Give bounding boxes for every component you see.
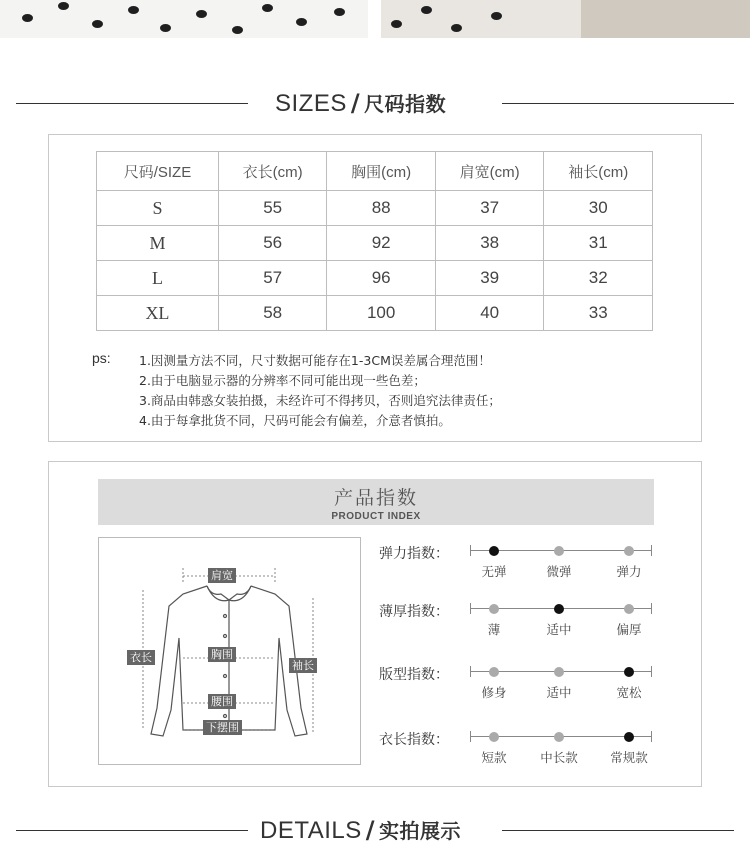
index-option-label: 短款 bbox=[481, 750, 507, 765]
index-option-label: 适中 bbox=[546, 622, 572, 637]
table-row bbox=[97, 226, 653, 261]
index-marker-selected bbox=[624, 732, 634, 742]
index-marker bbox=[554, 732, 564, 742]
index-scale-elasticity bbox=[470, 545, 652, 557]
index-marker bbox=[624, 546, 634, 556]
header-length: 衣长(cm) bbox=[218, 152, 327, 191]
table-header-row bbox=[97, 152, 653, 191]
index-label-length: 衣长指数： bbox=[379, 732, 449, 748]
size-cell: M bbox=[97, 226, 219, 261]
index-marker bbox=[554, 546, 564, 556]
diagram-label-waist: 腰围 bbox=[208, 694, 236, 709]
table-cell: 30 bbox=[544, 191, 653, 226]
index-marker-selected bbox=[489, 546, 499, 556]
index-option-label: 修身 bbox=[481, 685, 507, 700]
size-cell: S bbox=[97, 191, 219, 226]
table-cell: 88 bbox=[327, 191, 436, 226]
table-cell: 38 bbox=[435, 226, 544, 261]
table-cell: 32 bbox=[544, 261, 653, 296]
table-cell: 40 bbox=[435, 296, 544, 331]
index-option-label: 弹力 bbox=[616, 564, 642, 579]
divider-left bbox=[16, 103, 248, 104]
size-cell: L bbox=[97, 261, 219, 296]
diagram-label-sleeve: 袖长 bbox=[289, 658, 317, 673]
index-marker bbox=[554, 667, 564, 677]
table-row bbox=[97, 296, 653, 331]
diagram-label-chest: 胸围 bbox=[208, 647, 236, 662]
index-option-label: 中长款 bbox=[540, 750, 578, 765]
shirt-measurement-diagram bbox=[98, 537, 361, 765]
table-row bbox=[97, 261, 653, 296]
product-photo-right bbox=[381, 0, 750, 38]
index-scale-length bbox=[470, 731, 652, 743]
header-chest: 胸围(cm) bbox=[327, 152, 436, 191]
table-cell: 31 bbox=[544, 226, 653, 261]
index-label-thickness: 薄厚指数： bbox=[379, 604, 449, 620]
index-marker bbox=[489, 667, 499, 677]
divider-right bbox=[502, 103, 734, 104]
index-option-label: 常规款 bbox=[610, 750, 648, 765]
table-cell: 33 bbox=[544, 296, 653, 331]
index-marker-selected bbox=[624, 667, 634, 677]
product-index-header bbox=[98, 479, 654, 525]
table-cell: 96 bbox=[327, 261, 436, 296]
table-cell: 55 bbox=[218, 191, 327, 226]
index-option-label: 薄 bbox=[487, 622, 501, 637]
diagram-label-shoulder: 肩宽 bbox=[208, 568, 236, 583]
header-sleeve: 袖长(cm) bbox=[544, 152, 653, 191]
size-table bbox=[96, 151, 653, 331]
index-scale-fit bbox=[470, 666, 652, 678]
table-cell: 57 bbox=[218, 261, 327, 296]
index-option-label: 无弹 bbox=[481, 564, 507, 579]
divider-left bbox=[16, 830, 248, 831]
details-title: DETAILS / 实拍展示 bbox=[260, 816, 462, 844]
notes-label: ps: bbox=[92, 350, 111, 366]
table-cell: 100 bbox=[327, 296, 436, 331]
product-index-subtitle: PRODUCT INDEX bbox=[331, 511, 421, 522]
index-marker bbox=[624, 604, 634, 614]
divider-right bbox=[502, 830, 734, 831]
diagram-label-length: 衣长 bbox=[127, 650, 155, 665]
sizes-title: SIZES / 尺码指数 bbox=[275, 89, 447, 117]
index-option-label: 适中 bbox=[546, 685, 572, 700]
index-option-label: 宽松 bbox=[616, 685, 642, 700]
index-label-elasticity: 弹力指数： bbox=[379, 546, 449, 562]
note-line: 1.因测量方法不同，尺寸数据可能存在1-3CM误差属合理范围！ bbox=[139, 353, 491, 368]
table-cell: 92 bbox=[327, 226, 436, 261]
index-marker bbox=[489, 604, 499, 614]
product-index-title: 产品指数 bbox=[333, 487, 418, 509]
table-cell: 58 bbox=[218, 296, 327, 331]
table-row bbox=[97, 191, 653, 226]
header-size: 尺码/SIZE bbox=[97, 152, 219, 191]
size-cell: XL bbox=[97, 296, 219, 331]
table-cell: 56 bbox=[218, 226, 327, 261]
index-label-fit: 版型指数： bbox=[379, 667, 449, 683]
index-marker bbox=[489, 732, 499, 742]
index-option-label: 偏厚 bbox=[616, 622, 642, 637]
note-line: 2.由于电脑显示器的分辨率不同可能出现一些色差； bbox=[139, 373, 426, 388]
table-cell: 37 bbox=[435, 191, 544, 226]
index-option-label: 微弹 bbox=[546, 564, 572, 579]
product-photo-left bbox=[0, 0, 368, 38]
table-cell: 39 bbox=[435, 261, 544, 296]
note-line: 4.由于每拿批货不同，尺码可能会有偏差，介意者慎拍。 bbox=[139, 413, 451, 428]
diagram-label-hem: 下摆围 bbox=[203, 720, 242, 735]
header-shoulder: 肩宽(cm) bbox=[435, 152, 544, 191]
note-line: 3.商品由韩惑女装拍摄，未经许可不得拷贝，否则追究法律责任； bbox=[139, 393, 501, 408]
index-marker-selected bbox=[554, 604, 564, 614]
index-scale-thickness bbox=[470, 603, 652, 615]
